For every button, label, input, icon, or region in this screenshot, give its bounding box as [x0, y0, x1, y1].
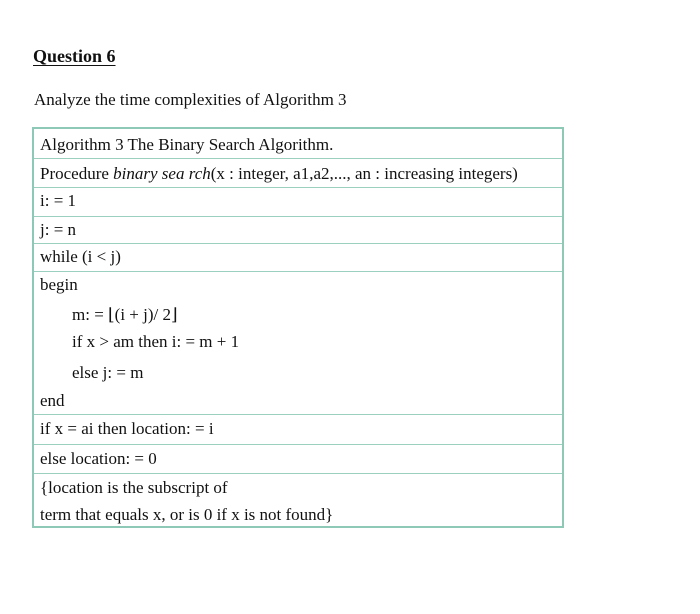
algorithm-caption: Algorithm 3 The Binary Search Algorithm. [40, 135, 334, 154]
end-line: end [40, 391, 65, 410]
algorithm-divider [34, 158, 562, 159]
algorithm-box [32, 127, 564, 528]
begin-line: begin [40, 275, 78, 294]
while-line: while (i < j) [40, 247, 121, 266]
procedure-name: binary sea rch [113, 164, 211, 183]
algorithm-divider [34, 444, 562, 445]
algorithm-divider [34, 271, 562, 272]
algorithm-divider [34, 187, 562, 188]
init-j-line: j: = n [40, 220, 77, 239]
question-title: Question 6 [33, 46, 116, 66]
algorithm-divider [34, 414, 562, 415]
else-location-line: else location: = 0 [40, 449, 157, 468]
if-found-line: if x = ai then location: = i [40, 419, 214, 438]
procedure-args: (x : integer, a1,a2,..., an : increasing integers) [210, 164, 518, 183]
if-compare-line: if x > am then i: = m + 1 [72, 332, 240, 351]
comment-line-1: {location is the subscript of [40, 478, 228, 497]
else-j-line: else j: = m [72, 363, 144, 382]
algorithm-divider [34, 216, 562, 217]
algorithm-divider [34, 473, 562, 474]
procedure-line [40, 164, 518, 184]
init-i-line: i: = 1 [40, 191, 77, 210]
mid-line: m: = ⌊(i + j)/ 2⌋ [72, 305, 178, 324]
question-prompt: Analyze the time complexities of Algorithm 3 [34, 90, 347, 109]
algorithm-divider [34, 243, 562, 244]
comment-line-2: term that equals x, or is 0 if x is not found} [40, 505, 334, 524]
procedure-prefix: Procedure [40, 164, 114, 183]
